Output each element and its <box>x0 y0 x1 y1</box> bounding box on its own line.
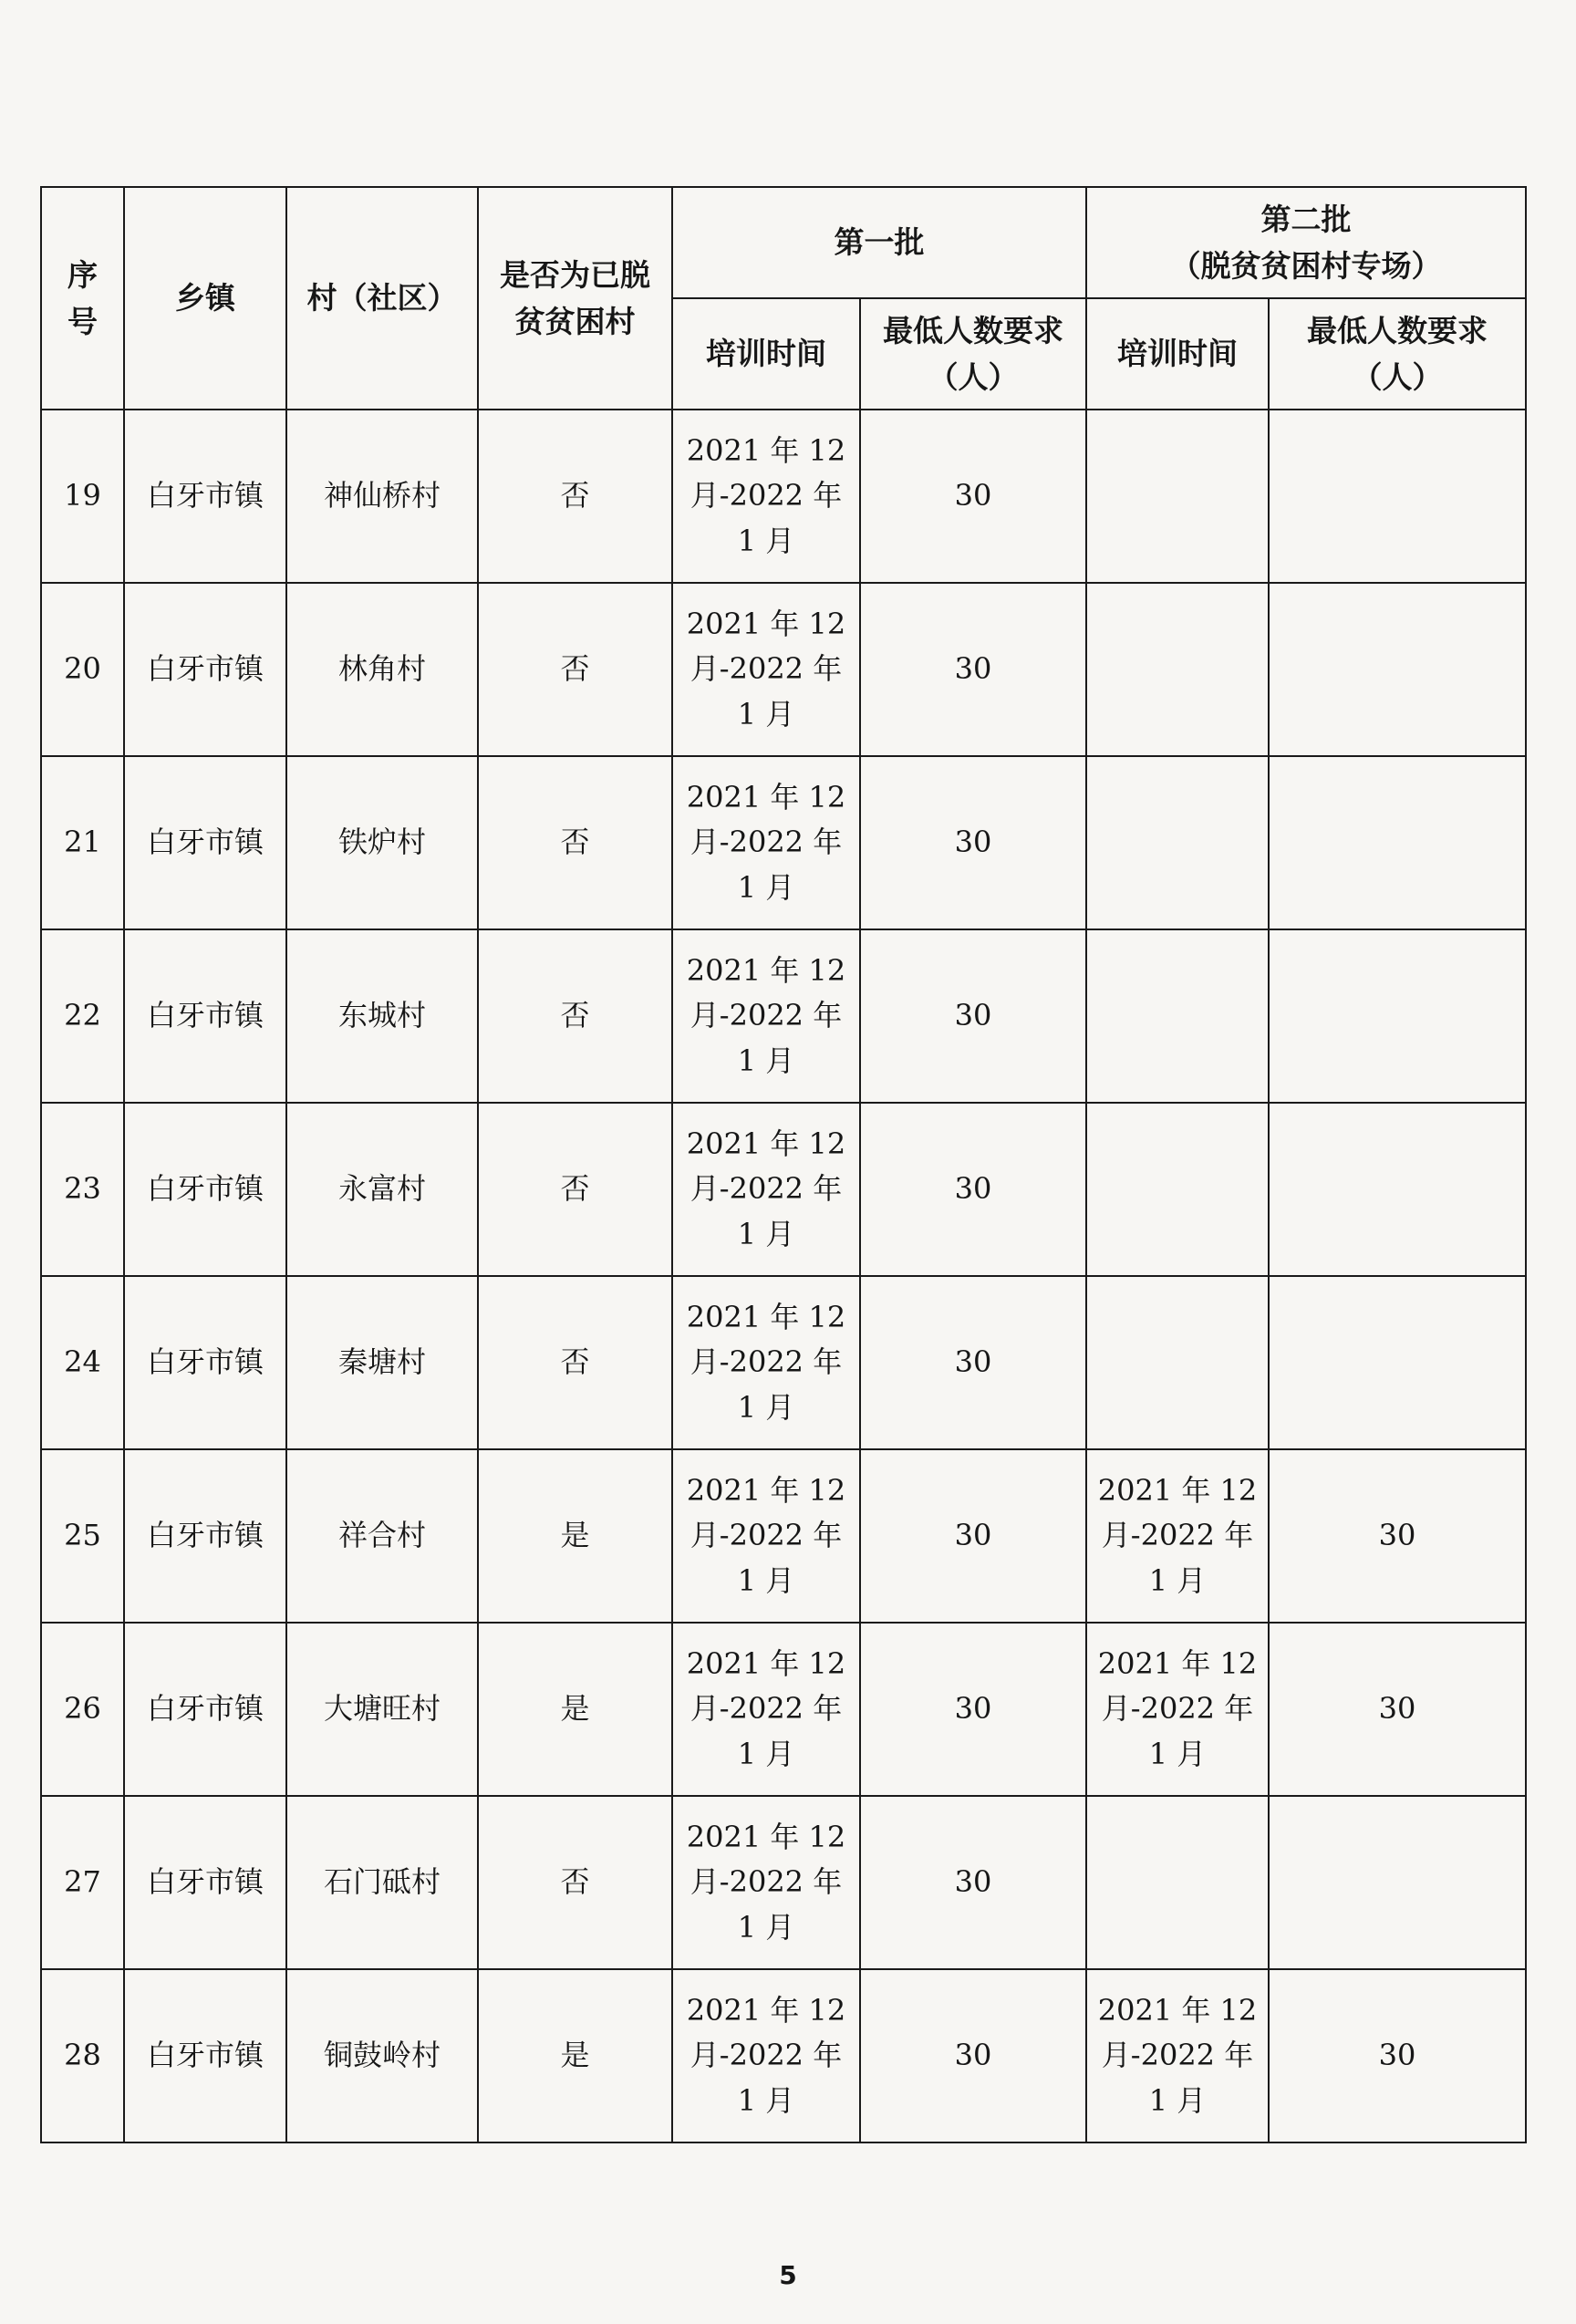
cell-poverty: 否 <box>478 929 672 1103</box>
date-line: 2021 年 12 <box>1097 1992 1258 2028</box>
table-body <box>41 410 1526 2142</box>
cell-village: 林角村 <box>286 583 478 756</box>
table-row <box>41 756 1526 929</box>
date-line: 1 月 <box>737 1909 795 1945</box>
cell-b1-train-time <box>672 756 860 929</box>
cell-b1-min-people: 30 <box>860 410 1086 583</box>
cell-b2-min-people: 30 <box>1269 1969 1526 2142</box>
date-line: 1 月 <box>737 1389 795 1425</box>
cell-b2-min-people: 30 <box>1269 1449 1526 1623</box>
cell-town: 白牙市镇 <box>124 1969 286 2142</box>
cell-b1-min-people: 30 <box>860 583 1086 756</box>
cell-b2-min-people <box>1269 1103 1526 1276</box>
cell-town: 白牙市镇 <box>124 929 286 1103</box>
cell-b2-min-people <box>1269 410 1526 583</box>
cell-seq: 21 <box>41 756 124 929</box>
cell-b1-min-people: 30 <box>860 1623 1086 1796</box>
header-b1-min-line2: （人） <box>928 359 1019 395</box>
header-b1-min-people <box>860 298 1086 410</box>
date-line: 1 月 <box>737 1043 795 1078</box>
date-line: 1 月 <box>737 869 795 905</box>
cell-poverty: 否 <box>478 1103 672 1276</box>
cell-village: 铜鼓岭村 <box>286 1969 478 2142</box>
cell-town: 白牙市镇 <box>124 1103 286 1276</box>
date-line: 月-2022 年 <box>690 2038 843 2073</box>
training-schedule-table <box>40 186 1527 2143</box>
cell-b1-train-time <box>672 1623 860 1796</box>
header-village: 村（社区） <box>286 187 478 410</box>
cell-b1-train-time <box>672 1103 860 1276</box>
header-poverty-line2: 贫贫困村 <box>514 304 636 339</box>
cell-b1-train-time <box>672 583 860 756</box>
cell-seq: 26 <box>41 1623 124 1796</box>
cell-town: 白牙市镇 <box>124 756 286 929</box>
cell-b2-train-time <box>1086 1969 1269 2142</box>
cell-seq: 28 <box>41 1969 124 2142</box>
date-line: 1 月 <box>1148 1562 1207 1598</box>
date-line: 1 月 <box>737 523 795 558</box>
table-row <box>41 410 1526 583</box>
date-line: 1 月 <box>737 1562 795 1598</box>
date-line: 2021 年 12 <box>686 1992 846 2028</box>
cell-seq: 23 <box>41 1103 124 1276</box>
date-line: 1 月 <box>1148 1736 1207 1771</box>
date-line: 月-2022 年 <box>690 825 843 860</box>
date-line: 1 月 <box>737 696 795 731</box>
date-line: 月-2022 年 <box>690 998 843 1033</box>
date-line: 2021 年 12 <box>686 1645 846 1681</box>
date-line: 2021 年 12 <box>686 952 846 988</box>
cell-seq: 20 <box>41 583 124 756</box>
cell-poverty: 是 <box>478 1969 672 2142</box>
date-line: 月-2022 年 <box>690 1691 843 1727</box>
header-b1-train-time: 培训时间 <box>672 298 860 410</box>
date-line: 月-2022 年 <box>690 478 843 514</box>
header-seq-top: 序 <box>67 256 98 293</box>
cell-town: 白牙市镇 <box>124 410 286 583</box>
cell-poverty: 否 <box>478 1796 672 1969</box>
cell-b2-train-time <box>1086 756 1269 929</box>
header-poverty <box>478 187 672 410</box>
table-row <box>41 929 1526 1103</box>
cell-b2-min-people: 30 <box>1269 1623 1526 1796</box>
header-b1-min-line1: 最低人数要求 <box>883 312 1063 348</box>
date-line: 月-2022 年 <box>690 1344 843 1380</box>
cell-village: 秦塘村 <box>286 1276 478 1449</box>
date-line: 2021 年 12 <box>1097 1472 1258 1508</box>
header-batch2-line2: （脱贫贫困村专场） <box>1170 248 1442 284</box>
cell-poverty: 否 <box>478 583 672 756</box>
cell-b1-min-people: 30 <box>860 1103 1086 1276</box>
cell-b1-train-time <box>672 1276 860 1449</box>
header-batch2-line1: 第二批 <box>1260 201 1352 237</box>
cell-poverty: 否 <box>478 1276 672 1449</box>
date-line: 1 月 <box>737 1216 795 1251</box>
cell-town: 白牙市镇 <box>124 1276 286 1449</box>
header-seq-bottom: 号 <box>67 304 98 339</box>
cell-b2-train-time <box>1086 929 1269 1103</box>
cell-seq: 19 <box>41 410 124 583</box>
cell-b1-train-time <box>672 1796 860 1969</box>
cell-poverty: 是 <box>478 1449 672 1623</box>
cell-town: 白牙市镇 <box>124 1623 286 1796</box>
cell-village: 大塘旺村 <box>286 1623 478 1796</box>
cell-b2-min-people <box>1269 1796 1526 1969</box>
date-line: 月-2022 年 <box>690 1171 843 1207</box>
cell-village: 神仙桥村 <box>286 410 478 583</box>
cell-poverty: 否 <box>478 410 672 583</box>
cell-village: 永富村 <box>286 1103 478 1276</box>
cell-poverty: 否 <box>478 756 672 929</box>
date-line: 1 月 <box>737 1736 795 1771</box>
cell-b1-train-time <box>672 1449 860 1623</box>
date-line: 月-2022 年 <box>1101 1691 1254 1727</box>
header-batch1: 第一批 <box>672 187 1086 298</box>
header-b2-train-time: 培训时间 <box>1086 298 1269 410</box>
date-line: 2021 年 12 <box>1097 1645 1258 1681</box>
cell-b1-min-people: 30 <box>860 756 1086 929</box>
table-row <box>41 1103 1526 1276</box>
date-line: 月-2022 年 <box>690 1864 843 1900</box>
cell-b1-min-people: 30 <box>860 1969 1086 2142</box>
cell-b2-min-people <box>1269 583 1526 756</box>
cell-poverty: 是 <box>478 1623 672 1796</box>
header-batch2 <box>1086 187 1526 298</box>
cell-village: 东城村 <box>286 929 478 1103</box>
cell-b1-min-people: 30 <box>860 1796 1086 1969</box>
cell-b2-min-people <box>1269 1276 1526 1449</box>
header-seq <box>41 187 124 410</box>
date-line: 月-2022 年 <box>1101 1518 1254 1553</box>
cell-town: 白牙市镇 <box>124 1449 286 1623</box>
cell-b2-train-time <box>1086 583 1269 756</box>
table-row <box>41 583 1526 756</box>
cell-b1-train-time <box>672 929 860 1103</box>
cell-b2-train-time <box>1086 1796 1269 1969</box>
table-row <box>41 1449 1526 1623</box>
cell-b2-train-time <box>1086 1276 1269 1449</box>
cell-town: 白牙市镇 <box>124 583 286 756</box>
date-line: 月-2022 年 <box>690 1518 843 1553</box>
date-line: 月-2022 年 <box>690 651 843 687</box>
header-town: 乡镇 <box>124 187 286 410</box>
cell-b1-min-people: 30 <box>860 1276 1086 1449</box>
cell-seq: 24 <box>41 1276 124 1449</box>
header-b2-min-line1: 最低人数要求 <box>1307 312 1488 348</box>
cell-seq: 25 <box>41 1449 124 1623</box>
date-line: 1 月 <box>1148 2082 1207 2118</box>
cell-b2-min-people <box>1269 929 1526 1103</box>
header-b2-min-line2: （人） <box>1352 359 1443 395</box>
table-row <box>41 1796 1526 1969</box>
cell-seq: 22 <box>41 929 124 1103</box>
cell-b1-min-people: 30 <box>860 929 1086 1103</box>
date-line: 2021 年 12 <box>686 1472 846 1508</box>
date-line: 月-2022 年 <box>1101 2038 1254 2073</box>
cell-village: 石门砥村 <box>286 1796 478 1969</box>
cell-town: 白牙市镇 <box>124 1796 286 1969</box>
cell-b2-train-time <box>1086 1449 1269 1623</box>
header-b2-min-people <box>1269 298 1526 410</box>
table-row <box>41 1276 1526 1449</box>
date-line: 2021 年 12 <box>686 432 846 468</box>
cell-b2-min-people <box>1269 756 1526 929</box>
date-line: 1 月 <box>737 2082 795 2118</box>
cell-b2-train-time <box>1086 410 1269 583</box>
date-line: 2021 年 12 <box>686 1126 846 1161</box>
header-poverty-line1: 是否为已脱 <box>500 256 650 293</box>
cell-b1-train-time <box>672 410 860 583</box>
date-line: 2021 年 12 <box>686 1819 846 1854</box>
cell-village: 铁炉村 <box>286 756 478 929</box>
date-line: 2021 年 12 <box>686 1299 846 1334</box>
header-row-1 <box>41 187 1526 298</box>
cell-b2-train-time <box>1086 1103 1269 1276</box>
table-row <box>41 1623 1526 1796</box>
date-line: 2021 年 12 <box>686 779 846 814</box>
cell-village: 祥合村 <box>286 1449 478 1623</box>
cell-b1-train-time <box>672 1969 860 2142</box>
cell-seq: 27 <box>41 1796 124 1969</box>
cell-b1-min-people: 30 <box>860 1449 1086 1623</box>
date-line: 2021 年 12 <box>686 606 846 641</box>
table-row <box>41 1969 1526 2142</box>
page-number: 5 <box>779 2260 797 2290</box>
cell-b2-train-time <box>1086 1623 1269 1796</box>
